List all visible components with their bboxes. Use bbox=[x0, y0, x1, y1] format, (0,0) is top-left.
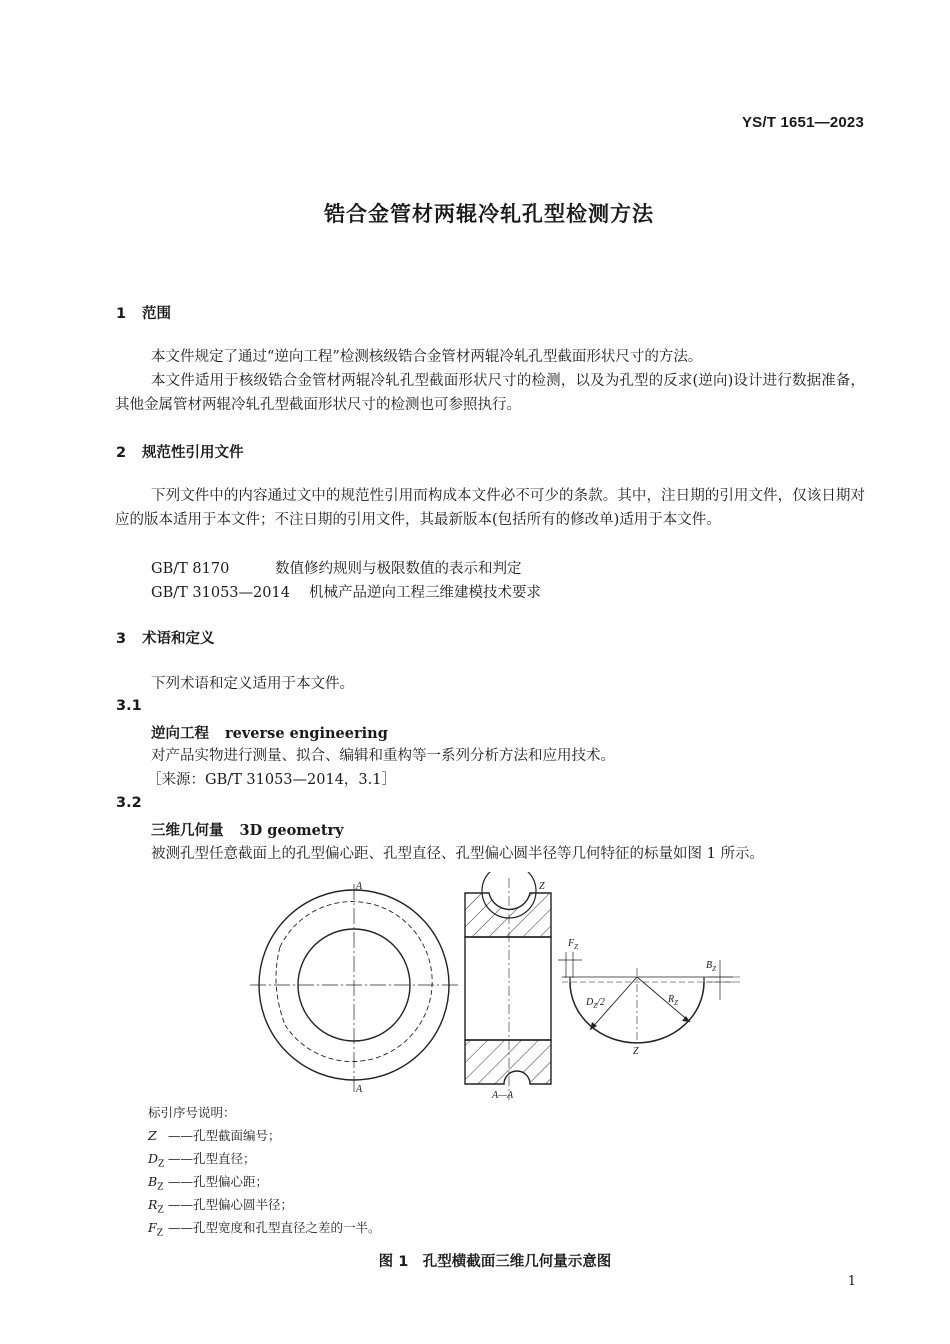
term-en: reverse engineering bbox=[225, 725, 388, 742]
bore-region bbox=[465, 937, 551, 1040]
legend-symbol-sub: Z bbox=[156, 1228, 163, 1239]
legend-symbol: B bbox=[148, 1174, 158, 1189]
legend-title: 标引序号说明： bbox=[148, 1105, 236, 1120]
section-title: 范围 bbox=[142, 306, 171, 322]
legend-symbol: Z bbox=[148, 1128, 157, 1143]
term-heading bbox=[151, 819, 344, 840]
reference-title: 机械产品逆向工程三维建模技术要求 bbox=[309, 585, 541, 601]
section-title: 术语和定义 bbox=[142, 631, 215, 647]
section-number: 1 bbox=[116, 306, 127, 322]
section-1-heading bbox=[116, 302, 171, 323]
legend-symbol: D bbox=[148, 1151, 159, 1166]
paragraph: 本文件适用于核级锆合金管材两辊冷轧孔型截面形状尺寸的检测，以及为孔型的反求(逆向)设计进行数据准备，其他金属管材两辊冷轧孔型截面形状尺寸的检测也可参照执行。 bbox=[115, 373, 865, 413]
section-a-label-bottom: A bbox=[356, 1084, 363, 1095]
document-title: 锆合金管材两辊冷轧孔型检测方法 bbox=[324, 202, 654, 226]
reference-code: GB/T 31053—2014 bbox=[151, 585, 290, 601]
section-number: 2 bbox=[116, 445, 127, 461]
rz-leader bbox=[637, 977, 690, 1022]
term-definition: 被测孔型任意截面上的孔型偏心距、孔型直径、孔型偏心圆半径等几何特征的标量如图 1 所示。 bbox=[151, 846, 764, 862]
groove-z-label: Z bbox=[633, 1046, 639, 1057]
reference-item bbox=[151, 581, 541, 602]
term-definition: 对产品实物进行测量、拟合、编辑和重构等一系列分析方法和应用技术。 bbox=[151, 748, 615, 764]
roll-front-view bbox=[250, 881, 460, 1095]
fz-label: $F_Z$ bbox=[568, 938, 579, 951]
term-source: ［来源：GB/T 31053—2014，3.1］ bbox=[147, 772, 396, 788]
reference-code: GB/T 8170 bbox=[151, 561, 230, 577]
term-heading bbox=[151, 722, 388, 743]
legend-symbol-sub: Z bbox=[158, 1159, 165, 1170]
legend-item bbox=[148, 1218, 381, 1239]
rz-arrow bbox=[682, 1016, 690, 1022]
upper-hatched-section bbox=[465, 893, 551, 937]
section-number: 3 bbox=[116, 631, 127, 647]
figure-caption: 图 1 孔型横截面三维几何量示意图 bbox=[378, 1254, 612, 1270]
section-aa-label: A—A bbox=[492, 1090, 514, 1101]
term-zh: 三维几何量 bbox=[151, 823, 224, 839]
term-number: 3.2 bbox=[116, 795, 142, 811]
roll-section-view bbox=[465, 872, 551, 1101]
legend-text: ——孔型直径； bbox=[168, 1151, 256, 1166]
legend-text: ——孔型偏心距； bbox=[168, 1174, 269, 1189]
legend-symbol: F bbox=[148, 1220, 157, 1235]
section-z-label: Z bbox=[539, 881, 545, 892]
groove-profile-view bbox=[558, 938, 740, 1057]
rz-label: $R_Z$ bbox=[668, 994, 679, 1007]
legend-text: ——孔型截面编号； bbox=[168, 1128, 281, 1143]
dz-label: $D_Z/2$ bbox=[586, 997, 605, 1010]
legend-symbol-sub: Z bbox=[157, 1182, 164, 1193]
standard-number: YS/T 1651—2023 bbox=[741, 114, 864, 131]
term-en: 3D geometry bbox=[239, 822, 344, 839]
paragraph: 本文件规定了通过“逆向工程”检测核级锆合金管材两辊冷轧孔型截面形状尺寸的方法。 bbox=[151, 349, 703, 365]
legend-item bbox=[148, 1195, 293, 1216]
reference-title: 数值修约规则与极限数值的表示和判定 bbox=[275, 561, 522, 577]
section-a-label-top: A bbox=[356, 881, 363, 892]
legend-text: ——孔型宽度和孔型直径之差的一半。 bbox=[168, 1220, 381, 1235]
term-zh: 逆向工程 bbox=[151, 726, 209, 742]
legend-item bbox=[148, 1126, 281, 1144]
lower-hatched-section bbox=[465, 1040, 551, 1084]
legend-item bbox=[148, 1149, 256, 1170]
section-title: 规范性引用文件 bbox=[142, 445, 244, 461]
paragraph: 下列术语和定义适用于本文件。 bbox=[151, 676, 354, 692]
reference-item bbox=[151, 557, 522, 578]
section-2-heading bbox=[116, 441, 244, 462]
figure-1-drawing bbox=[250, 872, 750, 1104]
bz-label: $B_Z$ bbox=[706, 960, 717, 973]
legend-text: ——孔型偏心圆半径； bbox=[168, 1197, 294, 1212]
section-3-heading bbox=[116, 627, 215, 648]
legend-symbol: R bbox=[148, 1197, 158, 1212]
legend-symbol-sub: Z bbox=[157, 1205, 164, 1216]
term-number: 3.1 bbox=[116, 698, 142, 714]
page-number: 1 bbox=[847, 1274, 856, 1289]
legend-item bbox=[148, 1172, 268, 1193]
paragraph: 下列文件中的内容通过文中的规范性引用而构成本文件必不可少的条款。其中，注日期的引用文件，仅该日期对应的版本适用于本文件；不注日期的引用文件，其最新版本(包括所有的修改单)适用于本文件。 bbox=[115, 488, 865, 528]
groove-dashed-profile bbox=[276, 947, 285, 1025]
